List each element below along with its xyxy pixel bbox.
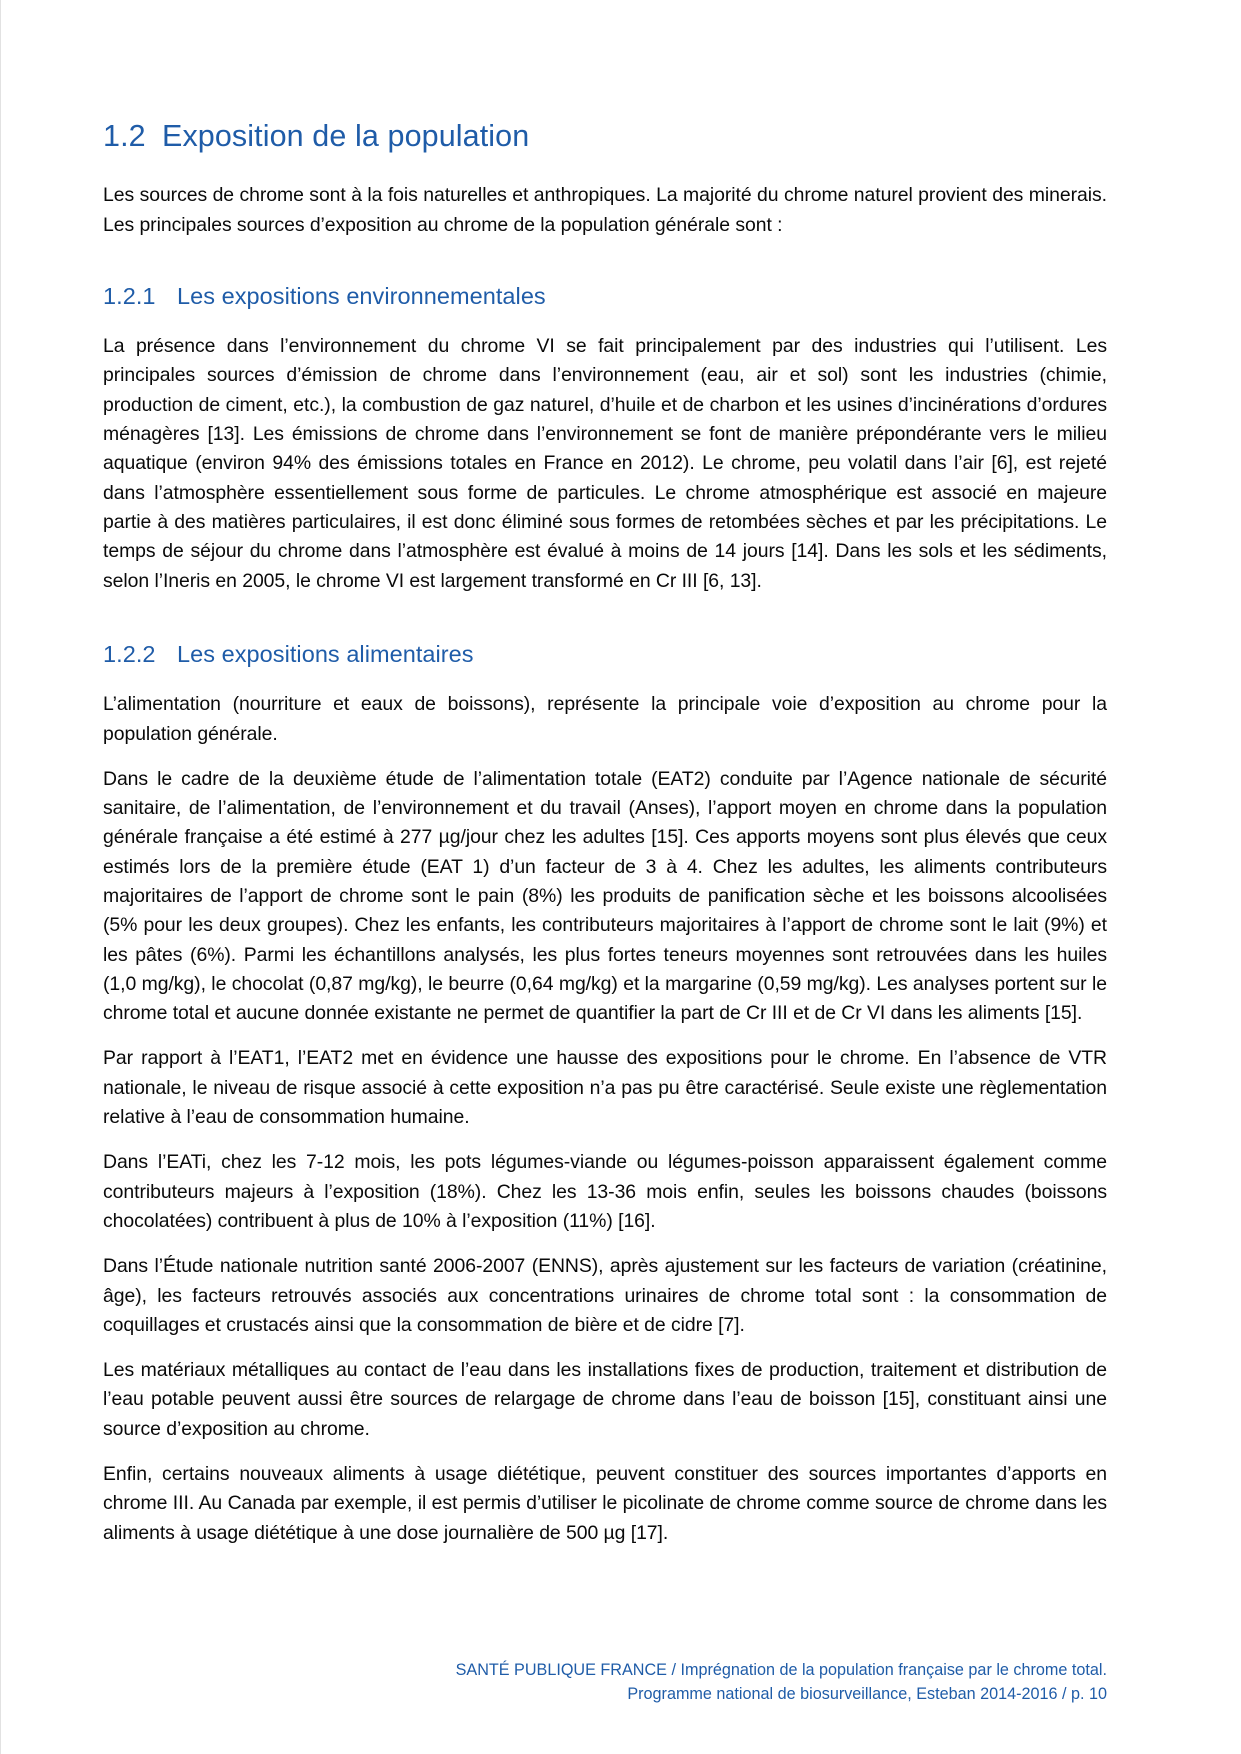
subsection-heading-1-2-1 — [103, 282, 1107, 311]
spacer — [103, 1236, 1107, 1252]
subsection-title: Les expositions alimentaires — [177, 640, 474, 667]
subsection-number: 1.2.1 — [103, 282, 156, 309]
section-heading-1-2 — [103, 118, 1107, 155]
spacer — [103, 240, 1107, 282]
page-footer — [103, 1659, 1107, 1706]
spacer — [103, 1028, 1107, 1044]
spacer — [103, 596, 1107, 640]
spacer — [103, 1340, 1107, 1356]
document-content — [103, 118, 1107, 1548]
subsection-title: Les expositions environnementales — [177, 282, 546, 309]
paragraph: L’alimentation (nourriture et eaux de boissons), représente la principale voie d’exposition au chrome pour la population générale. — [103, 693, 1107, 745]
spacer — [103, 1444, 1107, 1460]
paragraph: Dans le cadre de la deuxième étude de l’alimentation totale (EAT2) conduite par l’Agence nationale de sécurité sanitaire, de l’alimentation, de l’environnement et du travail (Anses), l’apport moyen en chrome dans la population générale française a été estimé à 277 µg/jour chez les adultes [15]. Ces apports moyens sont plus élevés que ceux estimés lors de la première étude (EAT 1) d’un facteur de 3 à 4. Chez les adultes, les aliments contributeurs majoritaires de l’apport de chrome sont le pain (8%) les produits de panification sèche et les boissons alcoolisées (5% pour les deux groupes). Chez les enfants, les contributeurs majoritaires à l’apport de chrome sont le lait (9%) et les pâtes (6%). Parmi les échantillons analysés, les plus fortes teneurs moyennes sont retrouvées dans les huiles (1,0 mg/kg), le chocolat (0,87 mg/kg), le beurre (0,64 mg/kg) et la margarine (0,59 mg/kg). Les analyses portent sur le chrome total et aucune donnée existante ne permet de quantifier la part de Cr III et de Cr VI dans les aliments [15]. — [103, 767, 1107, 1025]
paragraph: La présence dans l’environnement du chrome VI se fait principalement par des industries qui l’utilisent. Les principales sources d’émission de chrome dans l’environnement (eau, air et sol) sont les industries (chimie, production de ciment, etc.), la combustion de gaz naturel, d’huile et de charbon et les usines d’incinérations d’ordures ménagères [13]. Les émissions de chrome dans l’environnement se font de manière prépondérante vers le milieu aquatique (environ 94% des émissions totales en France en 2012). Le chrome, peu volatil dans l’air [6], est rejeté dans l’atmosphère essentiellement sous forme de particules. Le chrome atmosphérique est associé en majeure partie à des matières particulaires, il est donc éliminé sous formes de retombées sèches et par les précipitations. Le temps de séjour du chrome dans l’atmosphère est évalué à moins de 14 jours [14]. Dans les sols et les sédiments, selon l’Ineris en 2005, le chrome VI est largement transformé en Cr III [6, 13]. — [103, 335, 1107, 592]
spacer — [103, 155, 1107, 181]
paragraph: Par rapport à l’EAT1, l’EAT2 met en évidence une hausse des expositions pour le chrome. En l’absence de VTR nationale, le niveau de risque associé à cette exposition n’a pas pu être caractérisé. Seule existe une règlementation relative à l’eau de consommation humaine. — [103, 1047, 1107, 1129]
spacer — [103, 669, 1107, 690]
subsection-number: 1.2.2 — [103, 640, 156, 667]
paragraph: Enfin, certains nouveaux aliments à usage diététique, peuvent constituer des sources importantes d’apports en chrome III. Au Canada par exemple, il est permis d’utiliser le picolinate de chrome comme source de chrome dans les aliments à usage diététique à une dose journalière de 500 µg [17]. — [103, 1463, 1107, 1544]
spacer — [103, 749, 1107, 765]
paragraph: Dans l’Étude nationale nutrition santé 2006-2007 (ENNS), après ajustement sur les facteurs de variation (créatinine, âge), les facteurs retrouvés associés aux concentrations urinaires de chrome total sont : la consommation de coquillages et crustacés ainsi que la consommation de bière et de cidre [7]. — [103, 1255, 1107, 1336]
page-left-edge — [0, 0, 1, 1754]
paragraph: Les matériaux métalliques au contact de l’eau dans les installations fixes de production, traitement et distribution de l’eau potable peuvent aussi être sources de relargage de chrome dans l’eau de boisson [15], constituant ainsi une source d’exposition au chrome. — [103, 1359, 1107, 1440]
footer-line-2: Programme national de biosurveillance, Esteban 2014-2016 / p. 10 — [627, 1684, 1107, 1703]
section-title: Exposition de la population — [162, 119, 530, 153]
footer-line-1: SANTÉ PUBLIQUE FRANCE / Imprégnation de la population française par le chrome total. — [455, 1661, 1107, 1679]
intro-paragraph: Les sources de chrome sont à la fois naturelles et anthropiques. La majorité du chrome naturel provient des minerais. Les principales sources d’exposition au chrome de la population générale sont : — [103, 184, 1107, 236]
paragraph: Dans l’EATi, chez les 7-12 mois, les pots légumes-viande ou légumes-poisson apparaissent également comme contributeurs majeurs à l’exposition (18%). Chez les 13-36 mois enfin, seules les boissons chaudes (boissons chocolatées) contribuent à plus de 10% à l’exposition (11%) [16]. — [103, 1151, 1107, 1232]
section-number: 1.2 — [103, 119, 146, 153]
spacer — [103, 311, 1107, 332]
subsection-heading-1-2-2 — [103, 640, 1107, 669]
spacer — [103, 1132, 1107, 1148]
